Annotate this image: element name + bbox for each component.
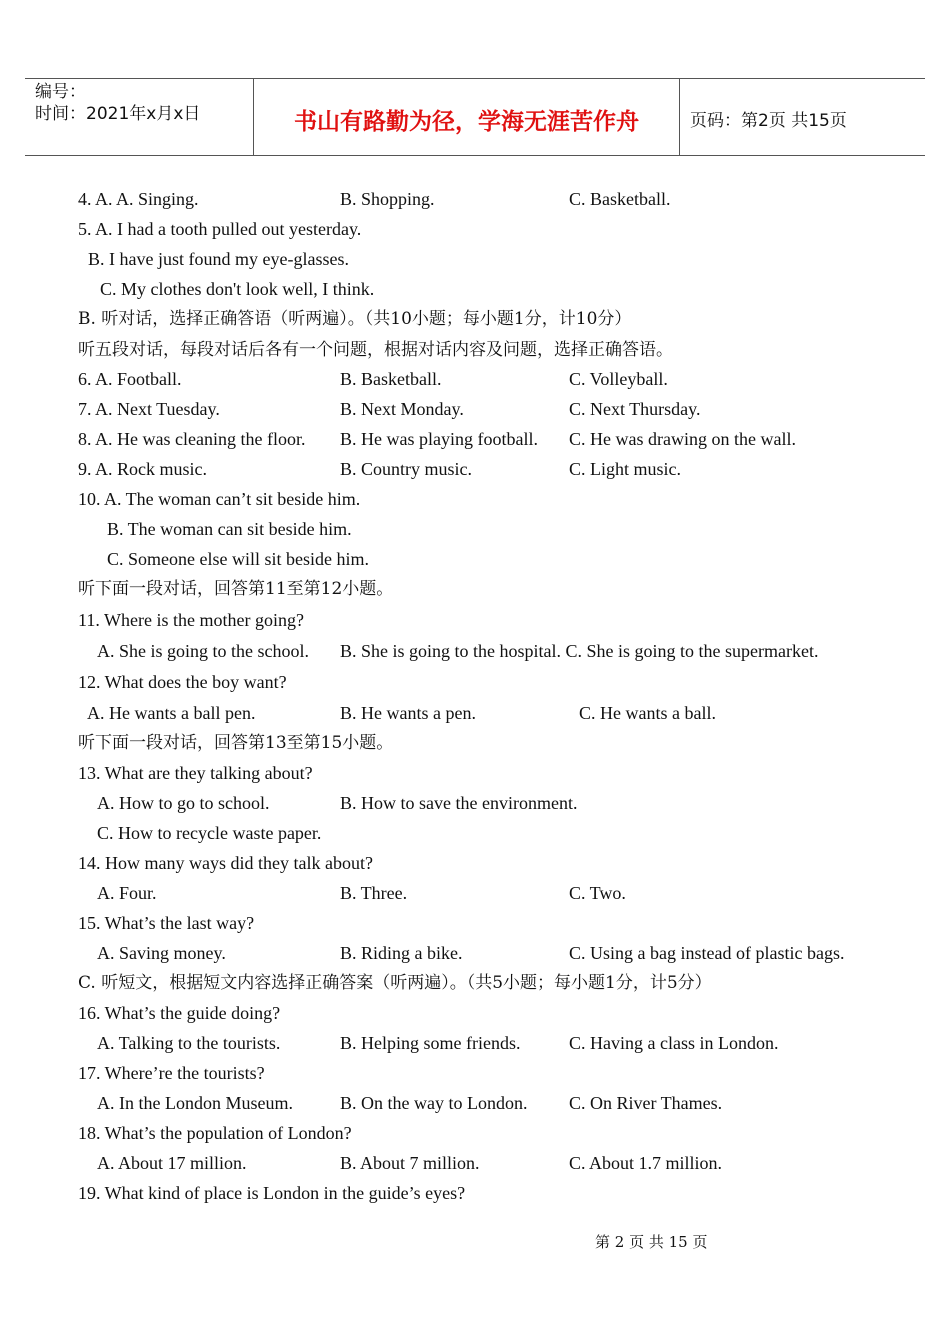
question-line: C. How to recycle waste paper. (97, 823, 322, 843)
question-line: 10. A. The woman can’t sit beside him. (78, 489, 361, 509)
question-line: C. He wants a ball. (579, 703, 716, 723)
question-line: A. How to go to school. (97, 793, 270, 813)
question-line: A. About 17 million. (97, 1153, 247, 1173)
document-header (25, 78, 925, 156)
page-footer: 第 2 页 共 15 页 (595, 1233, 708, 1251)
section-instruction: C. 听短文，根据短文内容选择正确答案（听两遍）。（共5小题；每小题1分，计5分） (78, 973, 712, 993)
section-instruction: 听下面一段对话，回答第13至第15小题。 (78, 733, 394, 753)
section-instruction: 听下面一段对话，回答第11至第12小题。 (78, 579, 394, 599)
question-line: 9. A. Rock music. (78, 459, 207, 479)
question-line: B. About 7 million. (340, 1153, 480, 1173)
question-line: C. My clothes don't look well, I think. (100, 279, 375, 299)
question-line: 15. What’s the last way? (78, 913, 255, 933)
question-line: 11. Where is the mother going? (78, 610, 304, 630)
question-line: C. Basketball. (569, 189, 671, 209)
question-line: B. She is going to the hospital. C. She is going to the supermarket. (340, 641, 819, 661)
question-line: 17. Where’re the tourists? (78, 1063, 265, 1083)
question-line: 8. A. He was cleaning the floor. (78, 429, 306, 449)
section-instruction: 听五段对话，每段对话后各有一个问题，根据对话内容及问题，选择正确答语。 (78, 340, 673, 360)
question-line: C. Next Thursday. (569, 399, 701, 419)
question-line: C. Volleyball. (569, 369, 668, 389)
question-line: C. Two. (569, 883, 626, 903)
question-line: 19. What kind of place is London in the guide’s eyes? (78, 1183, 466, 1203)
question-line: 4. A. A. Singing. (78, 189, 199, 209)
question-line: 7. A. Next Tuesday. (78, 399, 220, 419)
question-line: 6. A. Football. (78, 369, 182, 389)
time-label: 时间：2021年x月x日 (35, 104, 201, 124)
header-motto: 书山有路勤为径，学海无涯苦作舟 (254, 79, 680, 155)
question-line: B. Riding a bike. (340, 943, 463, 963)
question-line: 16. What’s the guide doing? (78, 1003, 281, 1023)
question-line: B. He was playing football. (340, 429, 538, 449)
question-line: 5. A. I had a tooth pulled out yesterday. (78, 219, 362, 239)
number-label: 编号： (35, 82, 86, 102)
question-line: B. The woman can sit beside him. (107, 519, 352, 539)
section-instruction: B. 听对话，选择正确答语（听两遍）。（共10小题；每小题1分，计10分） (78, 309, 632, 329)
question-line: B. Country music. (340, 459, 473, 479)
question-line: A. He wants a ball pen. (87, 703, 256, 723)
question-line: B. How to save the environment. (340, 793, 578, 813)
question-line: C. Having a class in London. (569, 1033, 779, 1053)
header-page-info: 页码：第2页 共15页 (690, 110, 847, 131)
question-line: A. Talking to the tourists. (97, 1033, 281, 1053)
question-line: 12. What does the boy want? (78, 672, 287, 692)
question-line: B. On the way to London. (340, 1093, 528, 1113)
question-line: C. About 1.7 million. (569, 1153, 723, 1173)
question-line: A. She is going to the school. (97, 641, 309, 661)
question-line: C. On River Thames. (569, 1093, 723, 1113)
question-line: 18. What’s the population of London? (78, 1123, 352, 1143)
question-line: B. Basketball. (340, 369, 442, 389)
question-line: C. Someone else will sit beside him. (107, 549, 369, 569)
question-line: B. Helping some friends. (340, 1033, 521, 1053)
question-line: C. He was drawing on the wall. (569, 429, 796, 449)
question-line: 13. What are they talking about? (78, 763, 313, 783)
question-line: B. He wants a pen. (340, 703, 476, 723)
question-line: B. Next Monday. (340, 399, 464, 419)
question-line: B. Shopping. (340, 189, 435, 209)
question-line: C. Using a bag instead of plastic bags. (569, 943, 845, 963)
question-line: A. Four. (97, 883, 157, 903)
header-left-cell (25, 79, 254, 155)
question-line: A. Saving money. (97, 943, 226, 963)
question-line: B. Three. (340, 883, 408, 903)
question-line: B. I have just found my eye-glasses. (88, 249, 349, 269)
question-line: 14. How many ways did they talk about? (78, 853, 373, 873)
question-line: C. Light music. (569, 459, 681, 479)
question-line: A. In the London Museum. (97, 1093, 293, 1113)
